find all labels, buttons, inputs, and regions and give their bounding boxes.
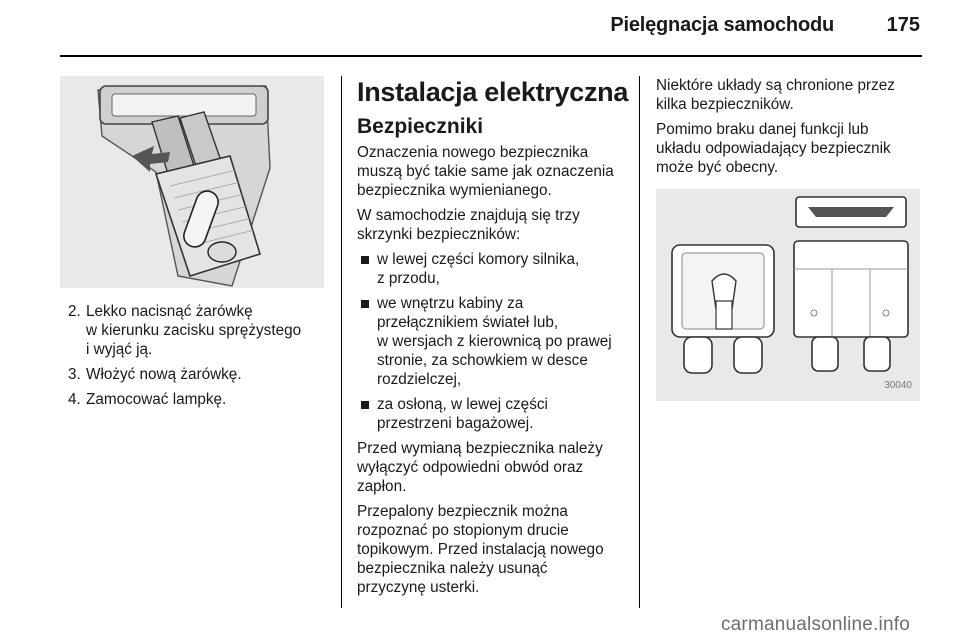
intro-paragraph: Oznaczenia nowego bezpiecznika muszą być takie same jak oznaczenia bezpiecznika wymienianego. (357, 144, 614, 199)
bullet-icon (361, 401, 369, 409)
fuse-box-list (357, 250, 629, 433)
lamp-bulb-icon (60, 76, 324, 288)
header-title: Pielęgnacja samochodu (610, 14, 834, 36)
step-line: w kierunku zacisku sprężystego (86, 322, 302, 339)
fuse-boxes-intro: W samochodzie znajdują się trzy skrzynki bezpieczników: (357, 207, 580, 243)
steps-list (60, 302, 330, 409)
right-column (656, 76, 926, 401)
step-line: Zamocować lampkę. (86, 391, 227, 408)
step-line: Włożyć nową żarówkę. (86, 366, 242, 383)
before-replacement-paragraph: Przed wymianą bezpiecznika należy wyłączyć odpowiedni obwód oraz zapłon. (357, 440, 603, 495)
step-line: i wyjąć ją. (86, 341, 153, 358)
bullet-icon (361, 256, 369, 264)
left-column (60, 76, 330, 415)
middle-column (357, 76, 629, 603)
page-number: 175 (886, 14, 920, 36)
step-number: 2. (68, 303, 81, 320)
step-number: 4. (68, 391, 81, 408)
step-item (60, 390, 330, 409)
subsection-title: Bezpieczniki (357, 115, 484, 138)
section-title: Instalacja elektryczna (357, 77, 629, 107)
column-divider (639, 76, 640, 608)
multi-fuse-paragraph: Niektóre układy są chronione przez kilka bezpieczników. (656, 77, 895, 113)
bulb-illustration (60, 76, 324, 288)
list-item: we wnętrzu kabiny za przełącznikiem świateł lub, w wersjach z kierownicą po prawej stronie, za schowkiem w desce rozdzielczej, (357, 294, 629, 389)
present-fuse-paragraph: Pomimo braku danej funkcji lub układu odpowiadający bezpiecznik może być obecny. (656, 121, 891, 176)
step-item (60, 365, 330, 384)
fuse-icon (656, 189, 920, 401)
figure-code: 30040 (884, 380, 912, 391)
bullet-icon (361, 300, 369, 308)
column-divider (341, 76, 342, 608)
list-item: w lewej części komory silnika, z przodu, (357, 250, 629, 288)
watermark: carmanualsonline.info (720, 614, 910, 635)
step-item (60, 302, 330, 359)
step-line: Lekko nacisnąć żarówkę (86, 303, 253, 320)
step-number: 3. (68, 366, 81, 383)
header-rule (60, 55, 922, 57)
fuse-illustration (656, 189, 920, 401)
blown-fuse-paragraph: Przepalony bezpiecznik można rozpoznać po stopionym drucie topikowym. Przed instalacją nowego bezpiecznika należy usunąć przyczynę usterki. (357, 503, 604, 596)
list-item: za osłoną, w lewej części przestrzeni bagażowej. (357, 395, 629, 433)
